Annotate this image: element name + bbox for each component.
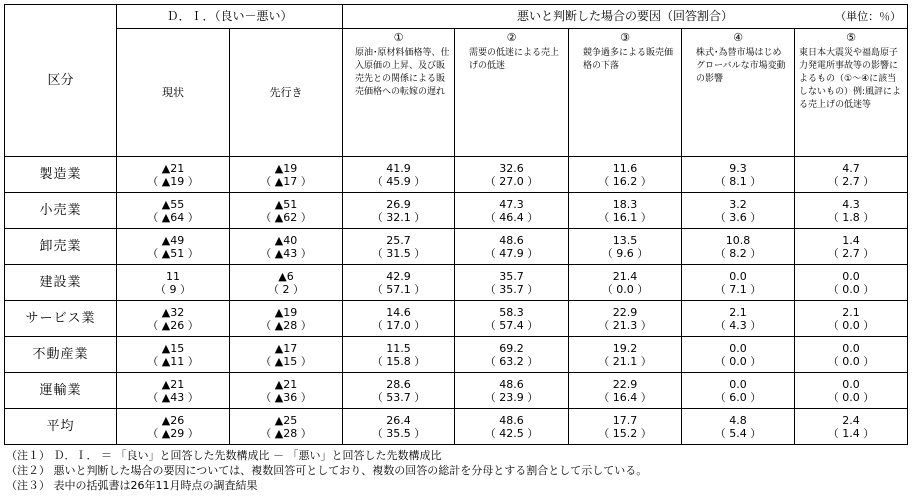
outlook-cell-value: ▲40: [274, 233, 298, 247]
cause-3-cell-value: 19.2: [612, 341, 638, 355]
cause-1-cell-value: 26.4: [386, 413, 411, 427]
cause-3-cell-value: 13.5: [612, 233, 638, 247]
cause-4-cell-value: 0.0: [729, 341, 747, 355]
current-cell-previous: （ ▲29 ）: [147, 426, 199, 440]
cause-4-cell-previous: （ 7.1 ）: [714, 282, 762, 296]
cause-4-cell-previous: （ 4.3 ）: [714, 318, 762, 332]
cause-3-cell: [569, 373, 682, 409]
cause-5-cell-value: 0.0: [842, 341, 860, 355]
cause-3-cell: [569, 229, 682, 265]
cause-3-cell: [569, 265, 682, 301]
note-2: （注２） 悪いと判断した場合の要因については、複数回答可としており、複数の回答の総計を分母とする割合として示している。: [6, 464, 648, 477]
cause-2-number: ②: [506, 31, 517, 44]
cause-1-cell-value: 14.6: [386, 305, 411, 319]
cause-2-cell-previous: （ 35.7 ）: [484, 282, 539, 296]
cause-5-cell-value: 0.0: [842, 269, 860, 283]
cause-4-cell-previous: （ 6.0 ）: [714, 390, 762, 404]
current-cell-previous: （ ▲43 ）: [147, 390, 199, 404]
cause-4-cell: [682, 193, 795, 229]
cause-3-cell-value: 11.6: [612, 161, 638, 175]
cause-2-cell: [455, 229, 569, 265]
current-cell: [117, 373, 230, 409]
cause-2-cell-previous: （ 42.5 ）: [484, 426, 539, 440]
cause-1-cell-value: 42.9: [386, 269, 411, 283]
cause-5-cell: [795, 373, 908, 409]
current-cell-previous: （ ▲51 ）: [147, 246, 199, 260]
row-label: 平均: [5, 409, 117, 445]
current-cell-value: ▲49: [161, 233, 185, 247]
cause-2-cell-value: 48.6: [499, 377, 524, 391]
cause-4-text: 株式･為替市場はじめグローバルな市場変動の影響: [696, 48, 786, 84]
table-row: [5, 373, 908, 409]
cause-5-cell-previous: （ 0.0 ）: [827, 354, 875, 368]
row-label: 建設業: [5, 265, 117, 301]
outlook-cell-previous: （ ▲28 ）: [260, 426, 312, 440]
cause-1-cell-value: 28.6: [386, 377, 411, 391]
cause-2-cell-value: 32.6: [499, 161, 524, 175]
cause-1-cell-previous: （ 45.9 ）: [371, 174, 426, 188]
cause-4-cell: [682, 373, 795, 409]
cause-1-cell-previous: （ 57.1 ）: [371, 282, 426, 296]
cause-5-cell: [795, 229, 908, 265]
cause-3-header: [569, 29, 682, 157]
cause-5-cell-value: 4.7: [842, 161, 860, 175]
cause-1-cell-previous: （ 15.8 ）: [371, 354, 426, 368]
cause-3-cell-value: 22.9: [612, 305, 638, 319]
cause-1-header: [343, 29, 455, 157]
row-label: 不動産業: [5, 337, 117, 373]
table-row: [5, 409, 908, 445]
unit-label: （単位：％）: [835, 10, 902, 23]
cause-3-cell-value: 18.3: [612, 197, 638, 211]
cause-3-cell: [569, 409, 682, 445]
current-cell-previous: （ ▲19 ）: [147, 174, 199, 188]
cause-4-cell-value: 3.2: [729, 197, 747, 211]
cause-4-cell: [682, 301, 795, 337]
cause-5-number: ⑤: [846, 31, 856, 44]
current-cell: [117, 301, 230, 337]
note-3: （注３） 表中の括弧書は26年11月時点の調査結果: [6, 479, 258, 492]
cause-3-cell-value: 22.9: [612, 377, 638, 391]
cause-4-cell: [682, 337, 795, 373]
cause-1-cell-value: 26.9: [386, 197, 411, 211]
cause-1-cell: [343, 193, 455, 229]
cause-1-number: ①: [393, 31, 404, 44]
cause-5-header: [795, 29, 908, 157]
cause-4-cell-value: 4.8: [729, 413, 747, 427]
cause-3-cell-previous: （ 9.6 ）: [601, 246, 649, 260]
cause-1-cell: [343, 229, 455, 265]
current-header: 現状: [117, 29, 230, 157]
cause-2-cell-value: 47.3: [499, 197, 524, 211]
table-row: [5, 265, 908, 301]
table-row: [5, 229, 908, 265]
row-label: サービス業: [5, 301, 117, 337]
cause-header: [343, 5, 908, 29]
cause-3-cell-previous: （ 16.4 ）: [598, 390, 652, 404]
outlook-cell: [230, 157, 343, 193]
cause-2-cell-previous: （ 63.2 ）: [484, 354, 539, 368]
table-row: [5, 337, 908, 373]
current-cell-value: 11: [166, 269, 180, 283]
current-cell-value: ▲32: [161, 305, 185, 319]
current-cell-previous: （ ▲11 ）: [147, 354, 199, 368]
cause-2-cell-value: 69.2: [499, 341, 524, 355]
cause-5-cell: [795, 337, 908, 373]
current-cell-previous: （ 9 ）: [155, 282, 191, 296]
outlook-cell-previous: （ ▲36 ）: [260, 390, 312, 404]
cause-1-cell-previous: （ 17.0 ）: [371, 318, 426, 332]
notes: [6, 448, 647, 493]
cause-4-cell-previous: （ 3.6 ）: [714, 210, 762, 224]
current-cell: [117, 409, 230, 445]
cause-1-cell: [343, 337, 455, 373]
cause-3-cell-previous: （ 0.0 ）: [601, 282, 649, 296]
cause-3-cell: [569, 157, 682, 193]
cause-4-cell-value: 0.0: [729, 377, 747, 391]
cause-4-cell-value: 9.3: [729, 161, 747, 175]
table-row: [5, 301, 908, 337]
table-body: [5, 157, 908, 445]
cause-2-cell-value: 48.6: [499, 413, 524, 427]
cause-1-cell-previous: （ 35.5 ）: [371, 426, 426, 440]
current-cell: [117, 265, 230, 301]
cause-5-cell-previous: （ 0.0 ）: [827, 318, 875, 332]
cause-1-cell-value: 41.9: [386, 161, 411, 175]
outlook-cell-previous: （ ▲28 ）: [260, 318, 312, 332]
cause-2-cell: [455, 157, 569, 193]
current-cell: [117, 337, 230, 373]
cause-2-cell: [455, 301, 569, 337]
current-cell: [117, 229, 230, 265]
current-cell: [117, 193, 230, 229]
cause-2-cell-value: 58.3: [499, 305, 524, 319]
cause-2-cell-previous: （ 47.9 ）: [484, 246, 539, 260]
outlook-cell-previous: （ ▲62 ）: [260, 210, 312, 224]
outlook-cell-value: ▲21: [274, 377, 298, 391]
table-row: [5, 193, 908, 229]
outlook-cell: [230, 229, 343, 265]
cause-3-cell-value: 21.4: [612, 269, 638, 283]
note-1: （注１） Ｄ．Ｉ． ＝ 「良い」と回答した先数構成比 － 「悪い」と回答した先数構成比: [6, 449, 442, 462]
cause-1-cell: [343, 265, 455, 301]
cause-4-cell-value: 2.1: [729, 305, 747, 319]
current-cell-value: ▲55: [161, 197, 185, 211]
outlook-cell-value: ▲6: [278, 269, 294, 283]
cause-2-cell: [455, 265, 569, 301]
outlook-cell-previous: （ ▲43 ）: [260, 246, 312, 260]
cause-5-cell-value: 2.1: [842, 305, 860, 319]
cause-2-cell-value: 48.6: [499, 233, 524, 247]
outlook-cell: [230, 409, 343, 445]
outlook-cell: [230, 265, 343, 301]
outlook-cell: [230, 301, 343, 337]
cause-4-cell: [682, 265, 795, 301]
cause-3-cell: [569, 301, 682, 337]
outlook-cell-value: ▲17: [274, 341, 298, 355]
current-cell-value: ▲26: [161, 413, 185, 427]
cause-1-cell: [343, 373, 455, 409]
cause-1-cell: [343, 409, 455, 445]
cause-5-cell: [795, 265, 908, 301]
cause-5-cell-value: 4.3: [842, 197, 860, 211]
cause-5-cell-previous: （ 1.4 ）: [827, 426, 875, 440]
cause-5-cell: [795, 193, 908, 229]
row-label: 卸売業: [5, 229, 117, 265]
cause-2-cell-value: 35.7: [499, 269, 524, 283]
current-cell-previous: （ ▲26 ）: [147, 318, 199, 332]
outlook-cell-value: ▲19: [274, 161, 298, 175]
row-label: 製造業: [5, 157, 117, 193]
cause-3-cell: [569, 193, 682, 229]
cause-5-cell-previous: （ 0.0 ）: [827, 390, 875, 404]
cause-4-cell-previous: （ 0.0 ）: [714, 354, 762, 368]
cause-4-cell-previous: （ 8.1 ）: [714, 174, 762, 188]
cause-2-cell-previous: （ 46.4 ）: [484, 210, 539, 224]
outlook-cell: [230, 193, 343, 229]
cause-1-cell-previous: （ 53.7 ）: [371, 390, 426, 404]
cause-4-cell-previous: （ 5.4 ）: [714, 426, 762, 440]
cause-3-cell-previous: （ 16.1 ）: [598, 210, 652, 224]
cause-2-header: [455, 29, 569, 157]
cause-5-cell: [795, 301, 908, 337]
cause-4-cell: [682, 409, 795, 445]
cause-2-text: 需要の低迷による売上げの低迷: [469, 48, 560, 71]
outlook-cell: [230, 337, 343, 373]
cause-4-cell: [682, 157, 795, 193]
cause-5-cell-previous: （ 0.0 ）: [827, 282, 875, 296]
outlook-cell-previous: （ ▲17 ）: [260, 174, 312, 188]
cause-3-number: ③: [620, 31, 630, 44]
di-header: Ｄ．Ｉ．（良い－悪い）: [117, 5, 343, 29]
cause-5-text: 東日本大震災や福島原子力発電所事故等の影響によるもの（①～④に該当しないもの）例:風評による売上げの低迷等: [799, 48, 902, 110]
category-header: 区分: [5, 5, 117, 157]
cause-2-cell-previous: （ 23.9 ）: [484, 390, 539, 404]
table-row: [5, 157, 908, 193]
cause-2-cell-previous: （ 57.4 ）: [484, 318, 539, 332]
outlook-cell-value: ▲19: [274, 305, 298, 319]
cause-4-cell: [682, 229, 795, 265]
cause-4-number: ④: [733, 31, 743, 44]
cause-2-cell: [455, 337, 569, 373]
cause-3-cell-previous: （ 16.2 ）: [598, 174, 652, 188]
cause-1-cell-previous: （ 32.1 ）: [371, 210, 426, 224]
current-cell-value: ▲15: [161, 341, 185, 355]
cause-1-cell-previous: （ 31.5 ）: [371, 246, 426, 260]
cause-1-cell-value: 11.5: [386, 341, 411, 355]
current-cell-value: ▲21: [161, 161, 185, 175]
outlook-cell-previous: （ 2 ）: [268, 282, 304, 296]
cause-4-cell-previous: （ 8.2 ）: [714, 246, 762, 260]
cause-2-cell: [455, 409, 569, 445]
cause-3-cell-previous: （ 21.3 ）: [598, 318, 652, 332]
outlook-header: 先行き: [230, 29, 343, 157]
cause-3-text: 競争過多による販売価格の下落: [583, 48, 674, 71]
row-label: 運輸業: [5, 373, 117, 409]
cause-5-cell-value: 1.4: [842, 233, 860, 247]
cause-4-header: [682, 29, 795, 157]
row-label: 小売業: [5, 193, 117, 229]
cause-2-cell: [455, 373, 569, 409]
cause-3-cell: [569, 337, 682, 373]
outlook-cell-previous: （ ▲15 ）: [260, 354, 312, 368]
cause-3-cell-previous: （ 21.1 ）: [598, 354, 652, 368]
outlook-cell-value: ▲25: [274, 413, 298, 427]
di-table: [4, 4, 908, 445]
current-cell-value: ▲21: [161, 377, 185, 391]
cause-2-cell: [455, 193, 569, 229]
cause-3-cell-previous: （ 15.2 ）: [598, 426, 652, 440]
cause-5-cell-value: 0.0: [842, 377, 860, 391]
outlook-cell: [230, 373, 343, 409]
cause-4-cell-value: 0.0: [729, 269, 747, 283]
current-cell: [117, 157, 230, 193]
current-cell-previous: （ ▲64 ）: [147, 210, 199, 224]
cause-2-cell-previous: （ 27.0 ）: [484, 174, 539, 188]
cause-5-cell-value: 2.4: [842, 413, 860, 427]
cause-4-cell-value: 10.8: [725, 233, 751, 247]
cause-1-cell: [343, 301, 455, 337]
cause-5-cell-previous: （ 1.8 ）: [827, 210, 875, 224]
cause-5-cell: [795, 157, 908, 193]
cause-1-cell-value: 25.7: [386, 233, 411, 247]
cause-5-cell-previous: （ 2.7 ）: [827, 174, 875, 188]
outlook-cell-value: ▲51: [274, 197, 298, 211]
cause-3-cell-value: 17.7: [612, 413, 638, 427]
cause-5-cell-previous: （ 2.7 ）: [827, 246, 875, 260]
cause-5-cell: [795, 409, 908, 445]
cause-1-text: 原油･原材料価格等、仕入原価の上昇、及び販売先との関係による販売価格への転嫁の遅れ: [355, 48, 450, 97]
cause-header-title: 悪いと判断した場合の要因（回答割合）: [517, 9, 734, 23]
cause-1-cell: [343, 157, 455, 193]
